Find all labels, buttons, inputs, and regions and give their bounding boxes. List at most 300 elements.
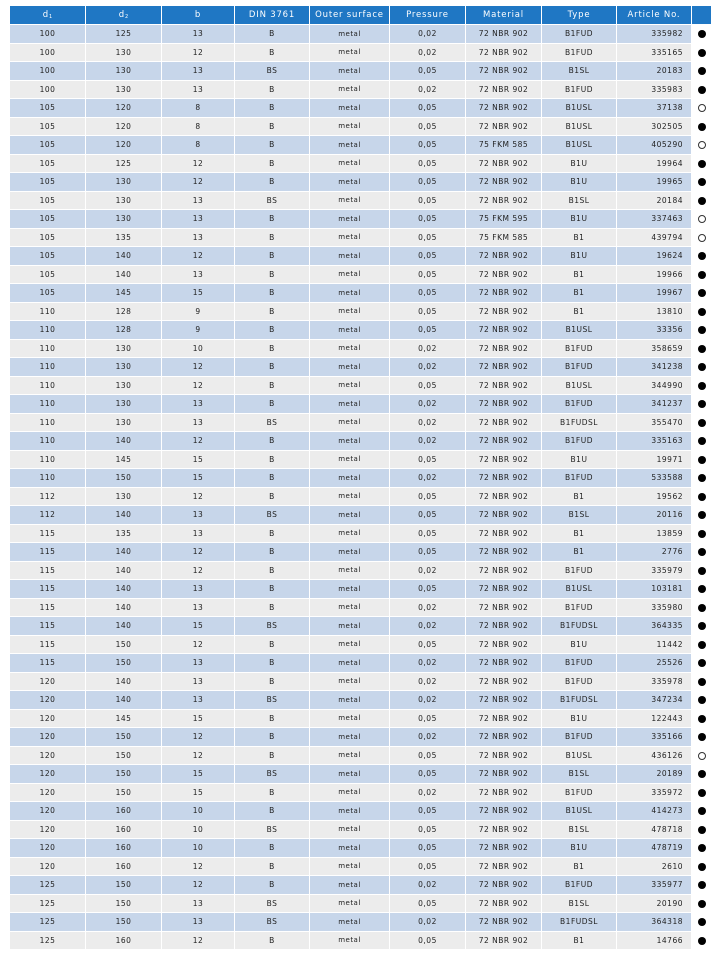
pressure-cell: 0,02 [390,562,466,581]
table-row [10,229,712,248]
pressure-cell: 0,05 [390,173,466,192]
material-cell: 72 NBR 902 [466,895,542,914]
pressure-cell: 0,05 [390,858,466,877]
din-cell: B [235,173,310,192]
b-cell: 9 [162,303,235,322]
empty-circle-icon [698,752,706,760]
availability-cell [692,192,712,211]
din-cell: B [235,932,310,951]
filled-circle-icon [698,530,706,538]
surface-cell: metal [310,395,390,414]
table-row [10,303,712,322]
article-cell: 347234 [617,691,692,710]
pressure-cell: 0,05 [390,247,466,266]
d1-cell: 120 [10,728,86,747]
surface-cell: metal [310,173,390,192]
availability-cell [692,562,712,581]
material-cell: 72 NBR 902 [466,821,542,840]
surface-cell: metal [310,839,390,858]
type-cell: B1FUDSL [542,617,617,636]
filled-circle-icon [698,308,706,316]
d2-cell: 140 [86,432,162,451]
surface-cell: metal [310,247,390,266]
b-cell: 10 [162,821,235,840]
material-cell: 72 NBR 902 [466,266,542,285]
col-header-availability [692,6,712,25]
table-row [10,62,712,81]
d1-cell: 115 [10,599,86,618]
type-cell: B1FUDSL [542,913,617,932]
filled-circle-icon [698,641,706,649]
pressure-cell: 0,05 [390,525,466,544]
filled-circle-icon [698,419,706,427]
d1-cell: 115 [10,654,86,673]
type-cell: B1SL [542,895,617,914]
availability-cell [692,210,712,229]
material-cell: 72 NBR 902 [466,932,542,951]
din-cell: B [235,25,310,44]
material-cell: 72 NBR 902 [466,192,542,211]
b-cell: 8 [162,136,235,155]
d2-cell: 130 [86,340,162,359]
type-cell: B1FUDSL [542,691,617,710]
b-cell: 15 [162,710,235,729]
availability-cell [692,876,712,895]
surface-cell: metal [310,266,390,285]
type-cell: B1USL [542,321,617,340]
b-cell: 13 [162,192,235,211]
type-cell: B1FUD [542,44,617,63]
d1-cell: 112 [10,506,86,525]
article-cell: 355470 [617,414,692,433]
article-cell: 335979 [617,562,692,581]
b-cell: 13 [162,229,235,248]
type-cell: B1FUD [542,469,617,488]
type-cell: B1FUD [542,673,617,692]
surface-cell: metal [310,728,390,747]
d1-cell: 110 [10,377,86,396]
surface-cell: metal [310,858,390,877]
b-cell: 12 [162,858,235,877]
material-cell: 72 NBR 902 [466,728,542,747]
table-row [10,599,712,618]
availability-cell [692,81,712,100]
b-cell: 13 [162,654,235,673]
surface-cell: metal [310,488,390,507]
b-cell: 12 [162,432,235,451]
din-cell: BS [235,62,310,81]
table-row [10,192,712,211]
availability-cell [692,358,712,377]
din-cell: B [235,284,310,303]
d2-cell: 145 [86,710,162,729]
material-cell: 75 FKM 585 [466,136,542,155]
table-row [10,932,712,951]
surface-cell: metal [310,358,390,377]
pressure-cell: 0,05 [390,210,466,229]
filled-circle-icon [698,918,706,926]
d1-cell: 105 [10,155,86,174]
b-cell: 8 [162,118,235,137]
availability-cell [692,821,712,840]
d1-cell: 100 [10,62,86,81]
availability-cell [692,599,712,618]
type-cell: B1FUD [542,784,617,803]
type-cell: B1SL [542,192,617,211]
table-row [10,765,712,784]
article-cell: 478718 [617,821,692,840]
d1-cell: 110 [10,414,86,433]
surface-cell: metal [310,691,390,710]
b-cell: 13 [162,210,235,229]
table-row [10,136,712,155]
availability-cell [692,284,712,303]
article-cell: 13859 [617,525,692,544]
article-cell: 337463 [617,210,692,229]
din-cell: BS [235,821,310,840]
material-cell: 72 NBR 902 [466,747,542,766]
material-cell: 75 FKM 585 [466,229,542,248]
article-cell: 533588 [617,469,692,488]
filled-circle-icon [698,604,706,612]
filled-circle-icon [698,659,706,667]
b-cell: 13 [162,414,235,433]
surface-cell: metal [310,710,390,729]
availability-cell [692,784,712,803]
availability-cell [692,765,712,784]
surface-cell: metal [310,432,390,451]
d2-cell: 130 [86,358,162,377]
d2-cell: 120 [86,136,162,155]
article-cell: 302505 [617,118,692,137]
din-cell: B [235,469,310,488]
material-cell: 72 NBR 902 [466,81,542,100]
table-row [10,506,712,525]
type-cell: B1USL [542,802,617,821]
d2-cell: 120 [86,99,162,118]
surface-cell: metal [310,895,390,914]
d1-cell: 110 [10,395,86,414]
b-cell: 12 [162,155,235,174]
col-header-type: Type [542,6,617,25]
d2-cell: 120 [86,118,162,137]
din-cell: BS [235,765,310,784]
din-cell: B [235,395,310,414]
d1-cell: 105 [10,192,86,211]
d1-cell: 110 [10,340,86,359]
d1-cell: 112 [10,488,86,507]
d2-cell: 140 [86,506,162,525]
availability-cell [692,340,712,359]
table-row [10,617,712,636]
b-cell: 13 [162,395,235,414]
filled-circle-icon [698,345,706,353]
table-row [10,580,712,599]
pressure-cell: 0,02 [390,654,466,673]
table-row [10,81,712,100]
pressure-cell: 0,05 [390,747,466,766]
din-cell: B [235,155,310,174]
filled-circle-icon [698,363,706,371]
pressure-cell: 0,05 [390,580,466,599]
d2-cell: 140 [86,580,162,599]
table-header-row [10,6,712,25]
surface-cell: metal [310,321,390,340]
b-cell: 12 [162,44,235,63]
pressure-cell: 0,02 [390,81,466,100]
d2-cell: 130 [86,192,162,211]
pressure-cell: 0,05 [390,932,466,951]
empty-circle-icon [698,104,706,112]
type-cell: B1USL [542,136,617,155]
pressure-cell: 0,05 [390,62,466,81]
d2-cell: 128 [86,303,162,322]
b-cell: 12 [162,358,235,377]
surface-cell: metal [310,747,390,766]
material-cell: 72 NBR 902 [466,636,542,655]
material-cell: 72 NBR 902 [466,44,542,63]
type-cell: B1U [542,173,617,192]
b-cell: 12 [162,747,235,766]
material-cell: 72 NBR 902 [466,414,542,433]
pressure-cell: 0,05 [390,451,466,470]
col-header-outer-surface: Outer surface [310,6,390,25]
material-cell: 72 NBR 902 [466,395,542,414]
din-cell: B [235,229,310,248]
filled-circle-icon [698,160,706,168]
availability-cell [692,173,712,192]
b-cell: 13 [162,266,235,285]
din-cell: B [235,710,310,729]
din-cell: B [235,654,310,673]
type-cell: B1 [542,543,617,562]
surface-cell: metal [310,136,390,155]
filled-circle-icon [698,197,706,205]
din-cell: B [235,876,310,895]
article-cell: 364335 [617,617,692,636]
d2-cell: 140 [86,673,162,692]
d2-cell: 140 [86,247,162,266]
d2-cell: 150 [86,747,162,766]
filled-circle-icon [698,252,706,260]
surface-cell: metal [310,155,390,174]
type-cell: B1USL [542,99,617,118]
din-cell: B [235,728,310,747]
d2-cell: 130 [86,377,162,396]
d2-cell: 125 [86,155,162,174]
availability-cell [692,802,712,821]
pressure-cell: 0,05 [390,765,466,784]
material-cell: 72 NBR 902 [466,525,542,544]
d2-cell: 160 [86,821,162,840]
din-cell: B [235,44,310,63]
table-row [10,155,712,174]
filled-circle-icon [698,511,706,519]
availability-cell [692,414,712,433]
din-cell: BS [235,414,310,433]
empty-circle-icon [698,141,706,149]
article-cell: 13810 [617,303,692,322]
pressure-cell: 0,02 [390,673,466,692]
pressure-cell: 0,02 [390,432,466,451]
table-row [10,44,712,63]
surface-cell: metal [310,99,390,118]
b-cell: 15 [162,284,235,303]
material-cell: 72 NBR 902 [466,858,542,877]
pressure-cell: 0,05 [390,543,466,562]
d1-cell: 105 [10,247,86,266]
material-cell: 72 NBR 902 [466,654,542,673]
d1-cell: 125 [10,913,86,932]
surface-cell: metal [310,192,390,211]
din-cell: B [235,784,310,803]
pressure-cell: 0,05 [390,99,466,118]
table-row [10,895,712,914]
din-cell: B [235,580,310,599]
d2-cell: 145 [86,284,162,303]
d1-cell: 105 [10,210,86,229]
material-cell: 72 NBR 902 [466,506,542,525]
article-cell: 2610 [617,858,692,877]
pressure-cell: 0,05 [390,636,466,655]
filled-circle-icon [698,474,706,482]
availability-cell [692,839,712,858]
article-cell: 14766 [617,932,692,951]
d2-cell: 150 [86,765,162,784]
material-cell: 72 NBR 902 [466,284,542,303]
d1-cell: 120 [10,691,86,710]
article-cell: 20183 [617,62,692,81]
col-header-article: Article No. [617,6,692,25]
din-cell: B [235,210,310,229]
table-row [10,321,712,340]
d1-cell: 125 [10,895,86,914]
pressure-cell: 0,05 [390,506,466,525]
surface-cell: metal [310,617,390,636]
type-cell: B1U [542,839,617,858]
type-cell: B1U [542,155,617,174]
filled-circle-icon [698,789,706,797]
article-cell: 20189 [617,765,692,784]
type-cell: B1USL [542,118,617,137]
din-cell: B [235,136,310,155]
article-cell: 20116 [617,506,692,525]
filled-circle-icon [698,826,706,834]
surface-cell: metal [310,525,390,544]
d2-cell: 160 [86,858,162,877]
surface-cell: metal [310,506,390,525]
material-cell: 72 NBR 902 [466,543,542,562]
article-cell: 341237 [617,395,692,414]
material-cell: 72 NBR 902 [466,784,542,803]
type-cell: B1 [542,284,617,303]
pressure-cell: 0,02 [390,691,466,710]
din-cell: B [235,358,310,377]
pressure-cell: 0,05 [390,266,466,285]
b-cell: 13 [162,525,235,544]
d1-cell: 110 [10,451,86,470]
table-row [10,284,712,303]
b-cell: 12 [162,932,235,951]
type-cell: B1 [542,266,617,285]
material-cell: 72 NBR 902 [466,321,542,340]
table-row [10,913,712,932]
d2-cell: 140 [86,691,162,710]
availability-cell [692,673,712,692]
din-cell: B [235,81,310,100]
table-row [10,469,712,488]
surface-cell: metal [310,580,390,599]
pressure-cell: 0,02 [390,617,466,636]
b-cell: 13 [162,62,235,81]
material-cell: 75 FKM 595 [466,210,542,229]
d2-cell: 140 [86,266,162,285]
d1-cell: 115 [10,617,86,636]
table-row [10,525,712,544]
availability-cell [692,506,712,525]
table-row [10,654,712,673]
article-cell: 439794 [617,229,692,248]
table-row [10,488,712,507]
availability-cell [692,525,712,544]
article-cell: 37138 [617,99,692,118]
availability-cell [692,155,712,174]
type-cell: B1U [542,247,617,266]
material-cell: 72 NBR 902 [466,340,542,359]
material-cell: 72 NBR 902 [466,432,542,451]
availability-cell [692,432,712,451]
material-cell: 72 NBR 902 [466,173,542,192]
availability-cell [692,247,712,266]
material-cell: 72 NBR 902 [466,118,542,137]
filled-circle-icon [698,400,706,408]
type-cell: B1 [542,525,617,544]
surface-cell: metal [310,62,390,81]
d2-cell: 150 [86,784,162,803]
d1-cell: 115 [10,525,86,544]
type-cell: B1U [542,451,617,470]
pressure-cell: 0,05 [390,284,466,303]
d1-cell: 125 [10,876,86,895]
filled-circle-icon [698,326,706,334]
article-cell: 2776 [617,543,692,562]
din-cell: BS [235,506,310,525]
surface-cell: metal [310,81,390,100]
surface-cell: metal [310,377,390,396]
pressure-cell: 0,02 [390,876,466,895]
article-cell: 344990 [617,377,692,396]
d2-cell: 160 [86,802,162,821]
type-cell: B1 [542,932,617,951]
pressure-cell: 0,02 [390,414,466,433]
d1-cell: 110 [10,469,86,488]
filled-circle-icon [698,844,706,852]
article-cell: 335165 [617,44,692,63]
material-cell: 72 NBR 902 [466,580,542,599]
surface-cell: metal [310,469,390,488]
type-cell: B1U [542,636,617,655]
type-cell: B1USL [542,747,617,766]
pressure-cell: 0,05 [390,377,466,396]
din-cell: B [235,673,310,692]
availability-cell [692,44,712,63]
d2-cell: 140 [86,562,162,581]
availability-cell [692,654,712,673]
article-cell: 358659 [617,340,692,359]
b-cell: 9 [162,321,235,340]
article-cell: 25526 [617,654,692,673]
availability-cell [692,377,712,396]
